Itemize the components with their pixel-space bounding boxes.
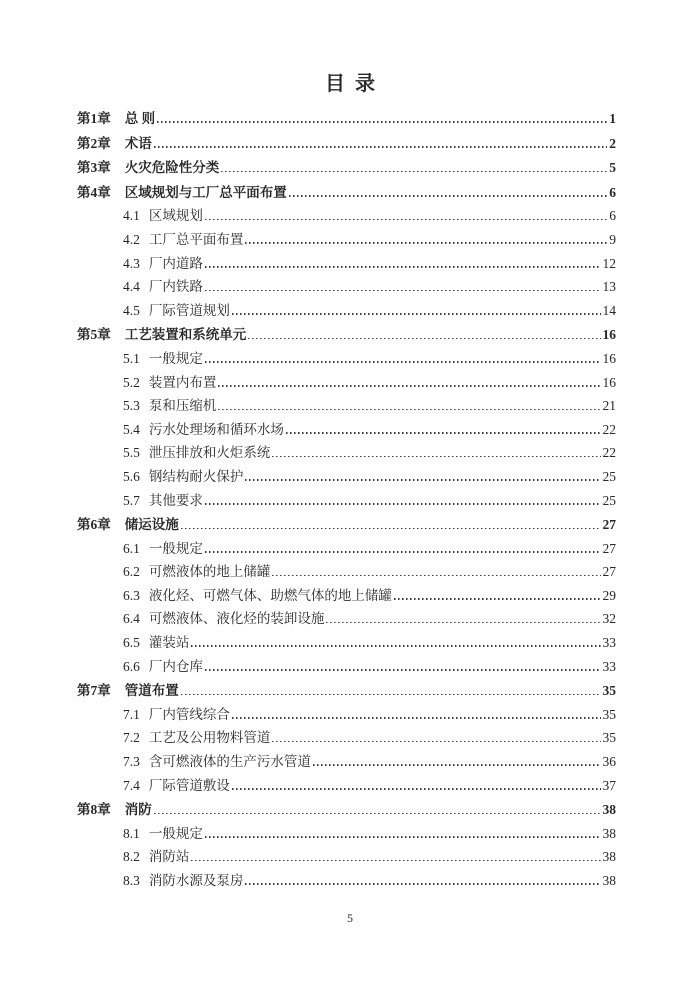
dot-leader-line bbox=[232, 788, 601, 790]
toc-entry-section[interactable] bbox=[77, 444, 616, 468]
toc-list bbox=[0, 110, 616, 896]
dot-leader-line bbox=[272, 741, 600, 743]
entry-title: 其他要求 bbox=[148, 492, 203, 508]
entry-title: 术语 bbox=[124, 135, 152, 151]
toc-entry-section[interactable] bbox=[77, 634, 616, 658]
entry-number: 4.1 bbox=[123, 208, 140, 224]
dot-leader-line bbox=[272, 456, 600, 458]
toc-entry-section[interactable] bbox=[77, 753, 616, 777]
entry-number: 8.2 bbox=[123, 849, 140, 865]
entry-page-number: 33 bbox=[602, 658, 616, 674]
dot-leader-line bbox=[245, 479, 600, 481]
dot-leader-line bbox=[326, 622, 600, 624]
entry-page-number: 13 bbox=[602, 279, 616, 295]
entry-number: 5.7 bbox=[123, 492, 140, 508]
entry-page-number: 22 bbox=[602, 445, 616, 461]
entry-title: 厂际管道敷设 bbox=[148, 777, 230, 793]
entry-page-number: 27 bbox=[602, 564, 616, 580]
toc-entry-section[interactable] bbox=[77, 255, 616, 279]
entry-number: 7.1 bbox=[123, 706, 140, 722]
toc-entry-chapter[interactable] bbox=[77, 682, 616, 706]
dot-leader-line bbox=[181, 694, 601, 696]
toc-entry-section[interactable] bbox=[77, 278, 616, 302]
entry-number: 第5章 bbox=[77, 327, 111, 343]
dot-leader-line bbox=[154, 813, 601, 815]
dot-leader-line bbox=[218, 409, 600, 411]
entry-page-number: 14 bbox=[602, 302, 616, 318]
toc-entry-section[interactable] bbox=[77, 207, 616, 231]
entry-page-number: 16 bbox=[602, 327, 616, 343]
toc-entry-section[interactable] bbox=[77, 872, 616, 896]
entry-title: 可燃液体的地上储罐 bbox=[148, 564, 271, 580]
toc-entry-section[interactable] bbox=[77, 848, 616, 872]
entry-title: 消防水源及泵房 bbox=[148, 873, 244, 888]
dot-leader-line bbox=[205, 219, 607, 221]
dot-leader-line bbox=[205, 290, 601, 292]
dot-leader-line bbox=[191, 645, 600, 647]
entry-title: 消防站 bbox=[148, 849, 190, 865]
toc-entry-section[interactable] bbox=[77, 302, 616, 326]
dot-leader-line bbox=[248, 338, 600, 340]
footer-page-number: 5 bbox=[347, 911, 353, 925]
toc-entry-section[interactable] bbox=[77, 563, 616, 587]
dot-leader-line bbox=[313, 764, 601, 766]
entry-title: 污水处理场和循环水场 bbox=[148, 421, 284, 437]
toc-entry-chapter[interactable] bbox=[77, 801, 616, 825]
toc-entry-section[interactable] bbox=[77, 231, 616, 255]
toc-entry-chapter[interactable] bbox=[77, 326, 616, 350]
entry-page-number: 6 bbox=[609, 184, 616, 200]
toc-entry-chapter[interactable] bbox=[77, 184, 616, 208]
entry-title: 泵和压缩机 bbox=[148, 398, 217, 414]
dot-leader-line bbox=[191, 860, 600, 862]
dot-leader-line bbox=[289, 195, 608, 197]
toc-entry-section[interactable] bbox=[77, 706, 616, 730]
entry-page-number: 32 bbox=[602, 611, 616, 627]
entry-title: 一般规定 bbox=[148, 540, 203, 556]
entry-title: 厂内铁路 bbox=[148, 279, 203, 295]
entry-title: 一般规定 bbox=[148, 825, 203, 841]
entry-title: 储运设施 bbox=[124, 517, 179, 533]
dot-leader-line bbox=[232, 717, 601, 719]
entry-title: 可燃液体、液化烃的装卸设施 bbox=[148, 611, 325, 627]
entry-number: 6.3 bbox=[123, 587, 140, 603]
dot-leader-line bbox=[205, 836, 601, 838]
toc-entry-section[interactable] bbox=[77, 729, 616, 753]
entry-page-number: 25 bbox=[602, 492, 616, 508]
toc-entry-section[interactable] bbox=[77, 397, 616, 421]
entry-page-number: 27 bbox=[602, 540, 616, 556]
entry-page-number: 35 bbox=[602, 730, 616, 746]
entry-number: 4.4 bbox=[123, 279, 140, 295]
entry-page-number: 21 bbox=[602, 398, 616, 414]
entry-title: 装置内布置 bbox=[148, 374, 217, 390]
toc-entry-section[interactable] bbox=[77, 777, 616, 801]
entry-title: 一般规定 bbox=[148, 350, 203, 366]
entry-title: 管道布置 bbox=[124, 683, 179, 699]
entry-title: 厂内道路 bbox=[148, 255, 203, 271]
entry-page-number: 25 bbox=[602, 468, 616, 484]
entry-number: 5.1 bbox=[123, 350, 140, 366]
toc-entry-chapter[interactable] bbox=[77, 135, 616, 159]
toc-entry-chapter[interactable] bbox=[77, 516, 616, 540]
dot-leader-line bbox=[205, 503, 601, 505]
dot-leader-line bbox=[181, 528, 601, 530]
entry-title: 厂内管线综合 bbox=[148, 706, 230, 722]
entry-title: 区域规划 bbox=[148, 208, 203, 224]
dot-leader-line bbox=[218, 385, 600, 387]
entry-number: 第1章 bbox=[77, 111, 111, 126]
entry-number: 6.1 bbox=[123, 540, 140, 556]
toc-entry-section[interactable] bbox=[77, 421, 616, 445]
entry-title: 区域规划与工厂总平面布置 bbox=[124, 184, 287, 200]
entry-number: 8.1 bbox=[123, 825, 140, 841]
entry-number: 6.5 bbox=[123, 635, 140, 651]
page-title: 目 录 bbox=[325, 73, 375, 95]
entry-title: 灌装站 bbox=[148, 635, 190, 651]
entry-title: 工厂总平面布置 bbox=[148, 231, 244, 247]
dot-leader-line bbox=[205, 551, 601, 553]
entry-page-number: 35 bbox=[602, 706, 616, 722]
entry-page-number: 22 bbox=[602, 421, 616, 437]
entry-number: 7.3 bbox=[123, 754, 140, 770]
entry-title: 火灾危险性分类 bbox=[124, 160, 220, 176]
entry-number: 5.5 bbox=[123, 445, 140, 461]
dot-leader-line bbox=[245, 242, 607, 244]
entry-number: 6.6 bbox=[123, 658, 140, 674]
entry-page-number: 35 bbox=[602, 683, 616, 699]
toc-entry-section[interactable] bbox=[77, 492, 616, 516]
entry-page-number: 2 bbox=[609, 135, 616, 151]
dot-leader-line bbox=[272, 575, 600, 577]
entry-number: 8.3 bbox=[123, 873, 140, 888]
entry-page-number: 16 bbox=[602, 374, 616, 390]
entry-page-number: 16 bbox=[602, 350, 616, 366]
toc-entry-section[interactable] bbox=[77, 350, 616, 374]
entry-number: 4.3 bbox=[123, 255, 140, 271]
entry-number: 5.6 bbox=[123, 468, 140, 484]
entry-number: 第4章 bbox=[77, 184, 111, 200]
entry-number: 6.4 bbox=[123, 611, 140, 627]
entry-page-number: 38 bbox=[602, 802, 616, 818]
entry-number: 4.5 bbox=[123, 302, 140, 318]
entry-page-number: 33 bbox=[602, 635, 616, 651]
dot-leader-line bbox=[205, 266, 601, 268]
entry-page-number: 38 bbox=[602, 849, 616, 865]
entry-title: 钢结构耐火保护 bbox=[148, 468, 244, 484]
entry-number: 4.2 bbox=[123, 231, 140, 247]
toc-entry-section[interactable] bbox=[77, 374, 616, 398]
entry-page-number: 37 bbox=[602, 777, 616, 793]
entry-number: 5.3 bbox=[123, 398, 140, 414]
entry-page-number: 6 bbox=[609, 208, 616, 224]
toc-entry-chapter[interactable] bbox=[77, 159, 616, 183]
dot-leader-line bbox=[394, 598, 601, 600]
dot-leader-line bbox=[232, 313, 601, 315]
toc-entry-chapter[interactable] bbox=[77, 110, 616, 134]
entry-page-number: 36 bbox=[602, 754, 616, 770]
entry-title: 工艺装置和系统单元 bbox=[124, 327, 247, 343]
entry-title: 含可燃液体的生产污水管道 bbox=[148, 754, 311, 770]
toc-entry-section[interactable] bbox=[77, 825, 616, 849]
dot-leader-line bbox=[154, 146, 608, 148]
entry-number: 7.2 bbox=[123, 730, 140, 746]
entry-number: 第8章 bbox=[77, 802, 111, 818]
toc-entry-section[interactable] bbox=[77, 587, 616, 611]
dot-leader-line bbox=[221, 171, 607, 173]
dot-leader-line bbox=[157, 121, 607, 123]
entry-number: 第3章 bbox=[77, 160, 111, 176]
entry-title: 液化烃、可燃气体、助燃气体的地上储罐 bbox=[148, 587, 392, 603]
entry-number: 第2章 bbox=[77, 135, 111, 151]
entry-title: 消防 bbox=[124, 802, 152, 818]
entry-title: 厂内仓库 bbox=[148, 658, 203, 674]
dot-leader-line bbox=[245, 883, 600, 885]
entry-number: 6.2 bbox=[123, 564, 140, 580]
toc-entry-section[interactable] bbox=[77, 468, 616, 492]
entry-page-number: 27 bbox=[602, 517, 616, 533]
entry-page-number: 38 bbox=[602, 825, 616, 841]
toc-entry-section[interactable] bbox=[77, 610, 616, 634]
entry-number: 第7章 bbox=[77, 683, 111, 699]
entry-number: 5.2 bbox=[123, 374, 140, 390]
entry-number: 5.4 bbox=[123, 421, 140, 437]
entry-title: 总 则 bbox=[124, 111, 156, 126]
dot-leader-line bbox=[286, 432, 601, 434]
toc-entry-section[interactable] bbox=[77, 658, 616, 682]
entry-page-number: 38 bbox=[602, 873, 616, 888]
entry-number: 7.4 bbox=[123, 777, 140, 793]
entry-number: 第6章 bbox=[77, 517, 111, 533]
entry-page-number: 5 bbox=[609, 160, 616, 176]
entry-title: 泄压排放和火炬系统 bbox=[148, 445, 271, 461]
entry-page-number: 9 bbox=[609, 231, 616, 247]
dot-leader-line bbox=[205, 361, 601, 363]
toc-entry-section[interactable] bbox=[77, 540, 616, 564]
entry-title: 工艺及公用物料管道 bbox=[148, 730, 271, 746]
entry-page-number: 1 bbox=[609, 111, 616, 126]
entry-page-number: 29 bbox=[602, 587, 616, 603]
entry-page-number: 12 bbox=[602, 255, 616, 271]
dot-leader-line bbox=[205, 669, 601, 671]
entry-title: 厂际管道规划 bbox=[148, 302, 230, 318]
